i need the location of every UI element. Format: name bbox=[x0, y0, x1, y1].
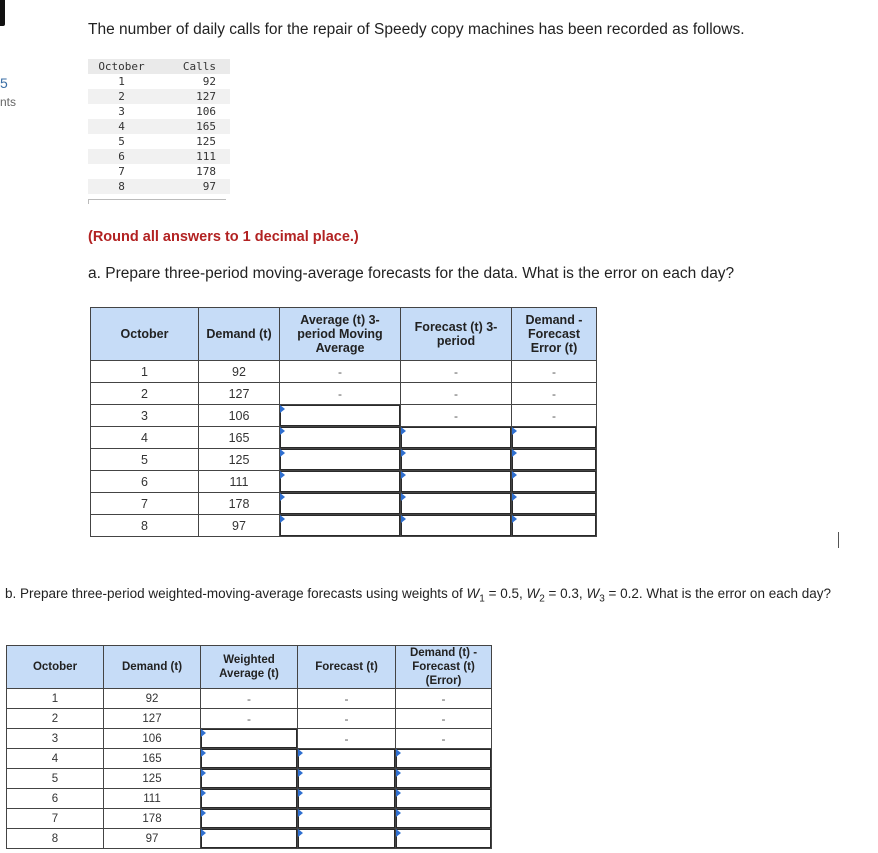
cell-october: 2 bbox=[7, 709, 104, 729]
text-cursor bbox=[838, 532, 839, 548]
not-applicable-dash: - bbox=[401, 383, 512, 405]
not-applicable-dash: - bbox=[401, 361, 512, 383]
input-flag-icon bbox=[201, 809, 206, 817]
cell-october: 8 bbox=[88, 179, 155, 194]
answer-input[interactable] bbox=[298, 809, 395, 828]
input-flag-icon bbox=[298, 829, 303, 837]
input-flag-icon bbox=[401, 493, 406, 501]
input-flag-icon bbox=[280, 493, 285, 501]
cell-october: 4 bbox=[91, 427, 199, 449]
input-flag-icon bbox=[396, 769, 401, 777]
cell-demand: 127 bbox=[104, 709, 201, 729]
answer-input[interactable] bbox=[401, 515, 511, 536]
answer-input[interactable] bbox=[201, 769, 297, 788]
cell-october: 1 bbox=[7, 689, 104, 709]
header-october: October bbox=[7, 646, 104, 689]
cell-calls: 165 bbox=[155, 119, 230, 134]
data-table-row bbox=[88, 149, 230, 164]
cell-demand: 127 bbox=[199, 383, 280, 405]
cell-demand: 125 bbox=[199, 449, 280, 471]
input-flag-icon bbox=[396, 749, 401, 757]
cell-demand: 92 bbox=[199, 361, 280, 383]
input-flag-icon bbox=[280, 427, 285, 435]
cell-col5-answer bbox=[396, 749, 492, 769]
data-table-row bbox=[88, 179, 230, 194]
cell-col4-answer bbox=[298, 809, 396, 829]
answer-input[interactable] bbox=[396, 789, 491, 808]
cell-col3-answer bbox=[201, 769, 298, 789]
not-applicable-dash: - bbox=[396, 689, 492, 709]
input-flag-icon bbox=[512, 427, 517, 435]
cell-col4-answer bbox=[401, 493, 512, 515]
table-row bbox=[91, 449, 597, 471]
cell-calls: 97 bbox=[155, 179, 230, 194]
input-flag-icon bbox=[512, 449, 517, 457]
header-october: October bbox=[91, 308, 199, 361]
input-flag-icon bbox=[280, 515, 285, 523]
answer-input[interactable] bbox=[396, 809, 491, 828]
table-row bbox=[91, 515, 597, 537]
header-calls: Calls bbox=[155, 59, 230, 74]
cell-col3-answer bbox=[280, 493, 401, 515]
points-label: nts bbox=[0, 95, 17, 109]
cell-col5-answer bbox=[512, 515, 597, 537]
data-table-row bbox=[88, 104, 230, 119]
answer-input[interactable] bbox=[280, 427, 400, 448]
answer-input[interactable] bbox=[280, 405, 400, 426]
cell-october: 1 bbox=[118, 75, 125, 88]
not-applicable-dash: - bbox=[298, 689, 396, 709]
cell-col5-answer bbox=[396, 809, 492, 829]
cell-demand: 111 bbox=[104, 789, 201, 809]
cell-col4-answer bbox=[298, 789, 396, 809]
input-flag-icon bbox=[280, 471, 285, 479]
table-row bbox=[7, 729, 492, 749]
cell-october: 3 bbox=[7, 729, 104, 749]
cell-october: 6 bbox=[7, 789, 104, 809]
cell-col4-answer bbox=[401, 471, 512, 493]
not-applicable-dash: - bbox=[298, 709, 396, 729]
cell-col4-answer bbox=[401, 427, 512, 449]
input-flag-icon bbox=[396, 829, 401, 837]
cell-col4-answer bbox=[401, 515, 512, 537]
data-table-row bbox=[88, 89, 230, 104]
cell-demand: 97 bbox=[104, 829, 201, 849]
cell-col3-answer bbox=[201, 809, 298, 829]
data-table-row bbox=[88, 164, 230, 179]
table-row bbox=[7, 829, 492, 849]
cell-demand: 111 bbox=[199, 471, 280, 493]
cell-col5-answer bbox=[512, 471, 597, 493]
input-flag-icon bbox=[401, 449, 406, 457]
answer-input[interactable] bbox=[201, 789, 297, 808]
not-applicable-dash: - bbox=[280, 361, 401, 383]
answer-input[interactable] bbox=[280, 449, 400, 470]
not-applicable-dash: - bbox=[396, 709, 492, 729]
answer-input[interactable] bbox=[396, 829, 491, 848]
not-applicable-dash: - bbox=[512, 405, 597, 427]
data-table-row bbox=[88, 119, 230, 134]
cell-october: 4 bbox=[7, 749, 104, 769]
cell-demand: 106 bbox=[199, 405, 280, 427]
answer-input[interactable] bbox=[201, 749, 297, 768]
answer-input[interactable] bbox=[401, 449, 511, 470]
cell-october: 3 bbox=[118, 105, 125, 118]
cell-october: 7 bbox=[91, 493, 199, 515]
cell-calls: 92 bbox=[202, 75, 216, 88]
cell-col3-answer bbox=[280, 405, 401, 427]
answer-input[interactable] bbox=[280, 471, 400, 492]
cell-col4-answer bbox=[298, 829, 396, 849]
data-table-divider bbox=[88, 199, 226, 204]
part-a-question: a. Prepare three-period moving-average forecasts for the data. What is the error on each day? bbox=[88, 265, 735, 282]
cell-col3-answer bbox=[201, 729, 298, 749]
header-demand: Demand (t) bbox=[104, 646, 201, 689]
cell-col4-answer bbox=[401, 449, 512, 471]
cell-demand: 106 bbox=[104, 729, 201, 749]
cell-col5-answer bbox=[512, 449, 597, 471]
input-flag-icon bbox=[201, 769, 206, 777]
answer-input[interactable] bbox=[280, 515, 400, 536]
table-row bbox=[91, 471, 597, 493]
cell-demand: 125 bbox=[104, 769, 201, 789]
table-row bbox=[7, 709, 492, 729]
cell-col5-answer bbox=[396, 769, 492, 789]
input-flag-icon bbox=[280, 449, 285, 457]
not-applicable-dash: - bbox=[512, 361, 597, 383]
answer-input[interactable] bbox=[512, 427, 596, 448]
answer-input[interactable] bbox=[401, 471, 511, 492]
input-flag-icon bbox=[298, 749, 303, 757]
question-number[interactable]: 5 bbox=[0, 75, 8, 91]
table-row bbox=[91, 427, 597, 449]
input-flag-icon bbox=[298, 769, 303, 777]
table-row bbox=[91, 493, 597, 515]
not-applicable-dash: - bbox=[298, 729, 396, 749]
input-flag-icon bbox=[512, 493, 517, 501]
input-flag-icon bbox=[396, 789, 401, 797]
input-flag-icon bbox=[512, 515, 517, 523]
answer-input[interactable] bbox=[512, 449, 596, 470]
not-applicable-dash: - bbox=[280, 383, 401, 405]
cell-october: 8 bbox=[7, 829, 104, 849]
cell-demand: 92 bbox=[104, 689, 201, 709]
table-row bbox=[91, 405, 597, 427]
header-october: October bbox=[88, 59, 155, 74]
answer-input[interactable] bbox=[298, 789, 395, 808]
cell-october: 5 bbox=[91, 449, 199, 471]
not-applicable-dash: - bbox=[512, 383, 597, 405]
cell-demand: 165 bbox=[104, 749, 201, 769]
table-row bbox=[91, 361, 597, 383]
cell-col4-answer bbox=[298, 749, 396, 769]
table-row bbox=[7, 749, 492, 769]
input-flag-icon bbox=[201, 789, 206, 797]
cell-col5-answer bbox=[396, 789, 492, 809]
input-flag-icon bbox=[396, 809, 401, 817]
cell-october: 1 bbox=[91, 361, 199, 383]
cell-col3-answer bbox=[201, 829, 298, 849]
answer-input[interactable] bbox=[280, 493, 400, 514]
cell-col3-answer bbox=[280, 449, 401, 471]
header-error: Demand (t) - Forecast (t) (Error) bbox=[396, 646, 492, 689]
header-error: Demand - Forecast Error (t) bbox=[512, 308, 597, 361]
input-flag-icon bbox=[298, 789, 303, 797]
cell-october: 3 bbox=[91, 405, 199, 427]
table-row bbox=[91, 383, 597, 405]
cell-col5-answer bbox=[512, 493, 597, 515]
answer-input[interactable] bbox=[512, 471, 596, 492]
input-flag-icon bbox=[401, 471, 406, 479]
rounding-instruction: (Round all answers to 1 decimal place.) bbox=[88, 229, 359, 245]
input-flag-icon bbox=[280, 405, 285, 413]
cell-calls: 125 bbox=[196, 135, 216, 148]
cell-col5-answer bbox=[512, 427, 597, 449]
table-row bbox=[7, 689, 492, 709]
cell-october: 2 bbox=[91, 383, 199, 405]
table-row bbox=[7, 789, 492, 809]
cell-demand: 165 bbox=[199, 427, 280, 449]
cell-col3-answer bbox=[280, 515, 401, 537]
cell-october: 5 bbox=[118, 135, 125, 148]
answer-input[interactable] bbox=[401, 493, 511, 514]
calls-data-table bbox=[88, 59, 230, 194]
cell-october: 2 bbox=[88, 89, 155, 104]
cell-calls: 111 bbox=[155, 149, 230, 164]
cell-col3-answer bbox=[280, 427, 401, 449]
input-flag-icon bbox=[401, 427, 406, 435]
cell-col4-answer bbox=[298, 769, 396, 789]
input-flag-icon bbox=[401, 515, 406, 523]
header-demand: Demand (t) bbox=[199, 308, 280, 361]
header-forecast: Forecast (t) 3-period bbox=[401, 308, 512, 361]
problem-intro: The number of daily calls for the repair of Speedy copy machines has been recorded as follows. bbox=[88, 21, 745, 38]
answer-input[interactable] bbox=[298, 829, 395, 848]
cell-october: 7 bbox=[7, 809, 104, 829]
input-flag-icon bbox=[201, 829, 206, 837]
not-applicable-dash: - bbox=[396, 729, 492, 749]
answer-input[interactable] bbox=[201, 829, 297, 848]
not-applicable-dash: - bbox=[401, 405, 512, 427]
table-row bbox=[7, 769, 492, 789]
cell-october: 5 bbox=[7, 769, 104, 789]
header-forecast: Forecast (t) bbox=[298, 646, 396, 689]
input-flag-icon bbox=[512, 471, 517, 479]
answer-input[interactable] bbox=[396, 769, 491, 788]
answer-input[interactable] bbox=[512, 515, 596, 536]
cell-calls: 127 bbox=[155, 89, 230, 104]
data-table-row bbox=[88, 134, 230, 149]
answer-input[interactable] bbox=[512, 493, 596, 514]
input-flag-icon bbox=[201, 729, 206, 737]
header-moving-average: Average (t) 3-period Moving Average bbox=[280, 308, 401, 361]
cell-october: 6 bbox=[91, 471, 199, 493]
header-weighted-average: Weighted Average (t) bbox=[201, 646, 298, 689]
left-edge-bar bbox=[0, 0, 5, 26]
answer-input[interactable] bbox=[298, 749, 395, 768]
cell-col3-answer bbox=[201, 789, 298, 809]
cell-october: 8 bbox=[91, 515, 199, 537]
cell-october: 7 bbox=[118, 165, 125, 178]
answer-input[interactable] bbox=[201, 809, 297, 828]
data-table-header bbox=[88, 59, 230, 74]
cell-col5-answer bbox=[396, 829, 492, 849]
answer-input[interactable] bbox=[201, 729, 297, 748]
cell-calls: 106 bbox=[196, 105, 216, 118]
cell-calls: 178 bbox=[196, 165, 216, 178]
not-applicable-dash: - bbox=[201, 709, 298, 729]
cell-october: 4 bbox=[88, 119, 155, 134]
weighted-moving-average-table bbox=[6, 645, 492, 849]
answer-input[interactable] bbox=[298, 769, 395, 788]
cell-demand: 178 bbox=[104, 809, 201, 829]
input-flag-icon bbox=[201, 749, 206, 757]
part-b-question: b. Prepare three-period weighted-moving-average forecasts using weights of $W_1 = 0.5$, $W_2 = 0.3$, $W_3 = 0.2$. What is the error on each day? bbox=[5, 586, 832, 605]
data-table-row bbox=[88, 74, 230, 89]
cell-october: 6 bbox=[88, 149, 155, 164]
not-applicable-dash: - bbox=[201, 689, 298, 709]
cell-col3-answer bbox=[201, 749, 298, 769]
cell-demand: 178 bbox=[199, 493, 280, 515]
cell-demand: 97 bbox=[199, 515, 280, 537]
answer-input[interactable] bbox=[396, 749, 491, 768]
cell-col3-answer bbox=[280, 471, 401, 493]
moving-average-table bbox=[90, 307, 597, 537]
input-flag-icon bbox=[298, 809, 303, 817]
table-row bbox=[7, 809, 492, 829]
answer-input[interactable] bbox=[401, 427, 511, 448]
